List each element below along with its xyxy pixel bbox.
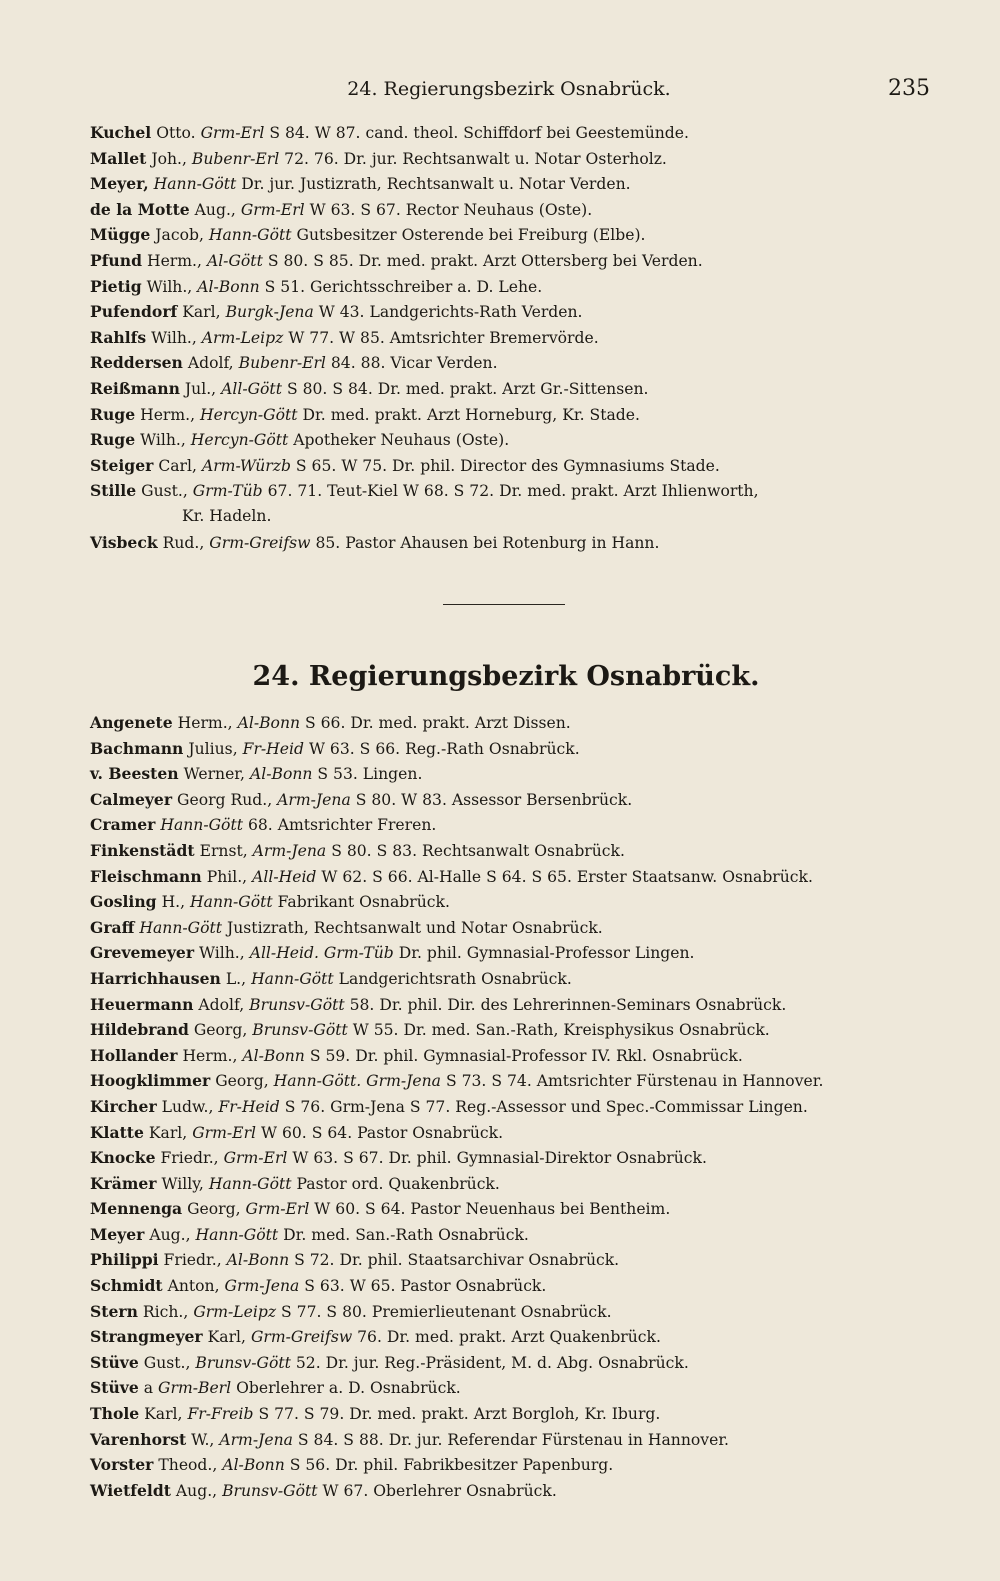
fraternity-university: Hercyn-Gött [200,405,298,424]
member-surname: Stüve [90,1378,139,1398]
entry-details: Justizrath, Rechtsanwalt und Notar Osnabrück. [227,918,603,937]
fraternity-university: Hercyn-Gött [190,431,289,450]
fraternity-university: Al-Bonn [242,1046,305,1065]
fraternity-university: Arm-Leipz [201,328,284,347]
member-surname: Thole [90,1404,140,1424]
running-head [88,74,930,104]
fraternity-university: Grm-Berl [158,1379,232,1398]
member-entry [90,274,942,300]
entry-details: W 60. S 64. Pastor Osnabrück. [260,1123,504,1142]
entry-details: S 76. Grm-Jena S 77. Reg.-Assessor und Spec.-Commissar Lingen. [284,1097,808,1116]
fraternity-university: All-Gött [221,379,282,398]
member-given-name: Georg, [193,1021,248,1040]
fraternity-university: Brunsv-Gött [252,1021,348,1040]
fraternity-university: Hann-Gött [153,175,237,194]
fraternity-university: Al-Bonn [237,714,301,732]
entry-details: S 80. S 84. Dr. med. prakt. Arzt Gr.-Sittensen. [286,379,649,398]
member-given-name: Wilh., [199,944,245,963]
member-entry [90,1196,942,1222]
entry-details: S 73. S 74. Amtsrichter Fürstenau in Hannover. [445,1072,824,1091]
member-entry [90,325,942,351]
member-surname: Hoogklimmer [90,1071,211,1091]
entry-details: W 55. Dr. med. San.-Rath, Kreisphysikus Osnabrück. [352,1021,770,1040]
entry-details: S 84. W 87. cand. theol. Schiffdorf bei Geestemünde. [269,124,689,142]
member-surname: Knocke [90,1148,156,1168]
entry-details: S 77. S 80. Premierlieutenant Osnabrück. [281,1302,612,1321]
member-given-name: Aug., [149,1225,191,1244]
fraternity-university: Grm-Greifsw [209,533,311,552]
entry-details: 72. 76. Dr. jur. Rechtsanwalt u. Notar Osterholz. [284,149,667,168]
member-entry [90,1350,942,1376]
section-title: 24. Regierungsbezirk Osnabrück. [252,661,760,692]
member-given-name: Anton, [167,1277,220,1296]
entry-continuation [90,504,942,530]
member-surname: Angenete [90,713,173,732]
member-given-name: Gust., [143,1353,191,1372]
member-surname: Cramer [90,815,156,835]
member-entry [90,120,942,146]
fraternity-university: Al-Bonn [197,277,260,296]
member-given-name: Georg Rud., [177,790,273,809]
member-entry [90,761,942,787]
member-surname: Ruge [90,404,136,424]
entry-details: Oberlehrer a. D. Osnabrück. [236,1379,461,1398]
entry-details: S 53. Lingen. [317,765,423,784]
fraternity-university: Hann-Gött [251,969,334,988]
entry-details: 58. Dr. phil. Dir. des Lehrerinnen-Seminars Osnabrück. [349,995,787,1014]
member-surname: Klatte [90,1122,144,1142]
member-given-name: Aug., [194,200,236,219]
entry-details: W 63. S 67. Rector Neuhaus (Oste). [309,200,593,219]
member-entry [90,838,942,864]
member-surname: Mügge [90,225,151,245]
member-entry [90,1017,942,1043]
member-surname: Finkenstädt [90,840,195,860]
member-entry [90,222,942,248]
entry-details: W 63. S 67. Dr. phil. Gymnasial-Direktor Osnabrück. [292,1149,707,1168]
entry-details: 84. 88. Vicar Verden. [330,354,498,373]
member-entry [90,146,942,172]
member-entry [90,1145,942,1171]
entry-details: S 77. S 79. Dr. med. prakt. Arzt Borgloh, Kr. Iburg. [258,1405,661,1424]
member-entry [90,915,942,941]
page-number: 235 [888,76,930,101]
fraternity-university: Bubenr-Erl [238,354,326,373]
member-entry [90,1324,942,1350]
member-surname: Reißmann [90,378,180,398]
entry-details: W 60. S 64. Pastor Neuenhaus bei Bentheim. [314,1200,671,1219]
member-entry [90,1068,942,1094]
member-given-name: Joh., [151,149,187,168]
fraternity-university: Grm-Leipz [193,1302,277,1321]
fraternity-university: Grm-Erl [192,1123,257,1142]
member-surname: v. Beesten [90,764,179,784]
member-surname: Harrichhausen [90,968,221,988]
fraternity-university: Fr-Heid [242,739,304,758]
member-surname: Ruge [90,430,136,450]
member-surname: Bachmann [90,738,184,758]
member-given-name: Carl, [158,456,197,475]
member-surname: Kircher [90,1096,157,1116]
member-entry [90,736,942,762]
member-given-name: L., [225,969,247,988]
fraternity-university: Al-Gött [206,251,263,270]
member-given-name: Rich., [142,1302,189,1321]
member-entry [90,889,942,915]
fraternity-university: Grm-Tüb [192,482,263,501]
member-surname: Steiger [90,455,154,475]
fraternity-university: Fr-Heid [218,1097,280,1116]
member-entry [90,171,942,197]
member-given-name: Friedr., [163,1251,222,1270]
member-given-name: Herm., [140,405,196,424]
entry-details: 76. Dr. med. prakt. Arzt Quakenbrück. [357,1328,661,1347]
member-entry [90,1299,942,1325]
entry-details: Dr. jur. Justizrath, Rechtsanwalt u. Notar Verden. [241,175,631,194]
member-surname: Strangmeyer [90,1327,203,1347]
member-given-name: Werner, [183,765,246,784]
entry-details: W 62. S 66. Al-Halle S 64. S 65. Erster Staatsanw. Osnabrück. [321,867,813,886]
member-given-name: Ludw., [161,1097,214,1116]
member-given-name: Gust., [141,482,188,501]
member-entry [90,966,942,992]
continued-entry-list [90,120,942,555]
entry-details: Landgerichtsrath Osnabrück. [338,969,572,988]
member-given-name: H., [161,893,186,912]
member-given-name: Wilh., [146,277,193,296]
member-surname: Mallet [90,148,147,168]
member-surname: Meyer [90,1224,145,1244]
member-given-name: Georg, [187,1200,241,1219]
fraternity-university: Grm-Erl [240,200,305,219]
entry-details: S 59. Dr. phil. Gymnasial-Professor IV. Rkl. Osnabrück. [309,1046,743,1065]
member-entry [90,940,942,966]
member-surname: Rahlfs [90,327,147,347]
fraternity-university: All-Heid [252,867,317,886]
member-given-name: Rud., [162,533,205,552]
member-surname: Pietig [90,276,142,296]
member-entry [90,427,942,453]
member-given-name: Theod., [158,1456,218,1475]
member-surname: Mennenga [90,1199,183,1219]
member-given-name: Herm., [182,1046,238,1065]
member-given-name: Georg, [215,1072,269,1091]
member-given-name: Phil., [206,867,248,886]
member-given-name: Karl, [144,1405,183,1424]
member-entry [90,1401,942,1427]
member-given-name: Jul., [184,379,217,398]
entry-details: 52. Dr. jur. Reg.-Präsident, M. d. Abg. Osnabrück. [295,1353,689,1372]
member-surname: Pfund [90,250,143,270]
member-surname: Stern [90,1301,138,1321]
entry-details: 85. Pastor Ahausen bei Rotenburg in Hann. [315,533,660,552]
member-surname: Hollander [90,1045,178,1065]
fraternity-university: Brunsv-Gött [249,995,345,1014]
entry-details: W 67. Oberlehrer Osnabrück. [322,1481,557,1500]
fraternity-university: Burgk-Jena [225,303,314,322]
member-entry [90,812,942,838]
member-surname: Fleischmann [90,866,202,886]
member-given-name: Wilh., [151,328,197,347]
member-surname: Wietfeldt [90,1480,171,1500]
member-entry [90,197,942,223]
entry-details: Pastor ord. Quakenbrück. [296,1174,500,1193]
member-entry [90,350,942,376]
member-given-name: a [143,1379,154,1398]
entry-details: S 56. Dr. phil. Fabrikbesitzer Papenburg. [289,1456,614,1475]
member-given-name: Karl, [207,1328,246,1347]
member-entry [90,1452,942,1478]
member-entry [90,1247,942,1273]
member-entry [90,1094,942,1120]
member-entry [90,864,942,890]
member-entry [90,1043,942,1069]
member-given-name: Julius, [188,739,238,758]
fraternity-university: Hann-Gött [190,893,273,912]
fraternity-university: All-Heid. Grm-Tüb [249,944,394,963]
member-given-name: Aug., [175,1481,218,1500]
member-given-name: Ernst, [199,841,248,860]
member-surname: Grevemeyer [90,943,195,963]
member-entry [90,1222,942,1248]
fraternity-university: Arm-Jena [277,790,351,809]
member-entry [90,710,942,736]
entry-details: Fabrikant Osnabrück. [277,893,450,912]
member-given-name: W., [191,1430,215,1449]
member-surname: de la Motte [90,199,190,219]
fraternity-university: Arm-Jena [252,841,327,860]
entry-details: S 65. W 75. Dr. phil. Director des Gymnasiums Stade. [295,456,720,475]
entry-details: Dr. med. San.-Rath Osnabrück. [283,1225,529,1244]
entry-details: W 77. W 85. Amtsrichter Bremervörde. [288,328,599,347]
entry-details: Dr. phil. Gymnasial-Professor Lingen. [398,944,695,963]
member-surname: Heuermann [90,994,194,1014]
member-entry [90,299,942,325]
member-surname: Stille [90,481,137,501]
fraternity-university: Brunsv-Gött [222,1481,318,1500]
section-divider [443,604,565,605]
member-given-name: Adolf, [198,995,245,1014]
member-surname: Krämer [90,1173,157,1193]
running-title: 24. Regierungsbezirk Osnabrück. [347,78,671,100]
member-given-name: Herm., [177,714,233,732]
fraternity-university: Arm-Würzb [201,456,291,475]
fraternity-university: Hann-Gött [208,1174,292,1193]
member-surname: Meyer, [90,174,149,194]
entry-details: S 84. S 88. Dr. jur. Referendar Fürstenau in Hannover. [297,1430,730,1449]
fraternity-university: Hann-Gött. Grm-Jena [273,1072,441,1091]
fraternity-university: Fr-Freib [187,1405,254,1424]
member-entry [90,530,942,556]
entry-details: Apotheker Neuhaus (Oste). [293,431,510,450]
member-surname: Varenhorst [90,1429,187,1449]
member-entry [90,248,942,274]
entry-details: Gutsbesitzer Osterende bei Freiburg (Elbe). [296,226,646,245]
entry-details: W 43. Landgerichts-Rath Verden. [318,303,583,322]
member-entry [90,402,942,428]
member-surname: Pufendorf [90,302,178,322]
member-surname: Philippi [90,1250,159,1270]
entry-details: S 63. W 65. Pastor Osnabrück. [304,1277,547,1296]
member-entry [90,1171,942,1197]
member-entry [90,1375,942,1401]
fraternity-university: Al-Bonn [222,1456,285,1475]
fraternity-university: Grm-Erl [245,1200,310,1219]
fraternity-university: Al-Bonn [226,1251,290,1270]
fraternity-university: Hann-Gött [208,226,292,245]
member-entry [90,1478,942,1504]
fraternity-university: Hann-Gött [195,1225,279,1244]
entry-details: W 63. S 66. Reg.-Rath Osnabrück. [308,739,580,758]
member-given-name: Herm., [146,251,202,270]
member-given-name: Wilh., [140,431,186,450]
fraternity-university: Grm-Greifsw [250,1328,353,1347]
fraternity-university: Hann-Gött [139,918,223,937]
entry-details: 67. 71. Teut-Kiel W 68. S 72. Dr. med. prakt. Arzt Ihlienworth, [267,482,759,501]
member-entry [90,376,942,402]
member-given-name: Friedr., [160,1149,219,1168]
member-surname: Stüve [90,1352,139,1372]
member-surname: Reddersen [90,353,183,373]
entry-details: S 80. S 83. Rechtsanwalt Osnabrück. [331,841,625,860]
fraternity-university: Grm-Erl [200,124,265,142]
entry-details: S 80. S 85. Dr. med. prakt. Arzt Ottersberg bei Verden. [267,251,703,270]
fraternity-university: Bubenr-Erl [191,149,280,168]
fraternity-university: Brunsv-Gött [195,1353,291,1372]
member-given-name: Karl, [148,1123,188,1142]
fraternity-university: Grm-Jena [224,1277,300,1296]
entry-details: S 80. W 83. Assessor Bersenbrück. [355,790,633,809]
entry-details: S 66. Dr. med. prakt. Arzt Dissen. [305,714,571,732]
member-surname: Kuchel [90,123,152,142]
member-entry [90,787,942,813]
entry-details: S 51. Gerichtsschreiber a. D. Lehe. [264,277,543,296]
member-entry [90,992,942,1018]
member-given-name: Adolf, [187,354,234,373]
member-entry [90,1427,942,1453]
member-entry [90,1273,942,1299]
member-surname: Graff [90,917,135,937]
member-given-name: Willy, [161,1174,204,1193]
member-entry [90,478,942,504]
member-surname: Gosling [90,892,157,912]
member-given-name: Karl, [182,303,221,322]
member-entry [90,1120,942,1146]
entry-details: Dr. med. prakt. Arzt Horneburg, Kr. Stade. [302,405,640,424]
member-surname: Hildebrand [90,1020,189,1040]
member-given-name: Otto. [156,124,196,142]
osnabrueck-entry-list [90,710,942,1503]
entry-details: S 72. Dr. phil. Staatsarchivar Osnabrück. [294,1251,620,1270]
member-surname: Schmidt [90,1276,163,1296]
entry-details: 68. Amtsrichter Freren. [247,816,437,835]
member-surname: Calmeyer [90,789,173,809]
fraternity-university: Arm-Jena [219,1430,293,1449]
member-entry [90,453,942,479]
member-given-name: Kr. Hadeln. [182,506,272,525]
member-surname: Visbeck [90,532,158,552]
member-surname: Vorster [90,1455,154,1475]
fraternity-university: Al-Bonn [249,765,313,784]
fraternity-university: Hann-Gött [160,816,243,835]
fraternity-university: Grm-Erl [223,1149,288,1168]
member-given-name: Jacob, [155,226,204,245]
